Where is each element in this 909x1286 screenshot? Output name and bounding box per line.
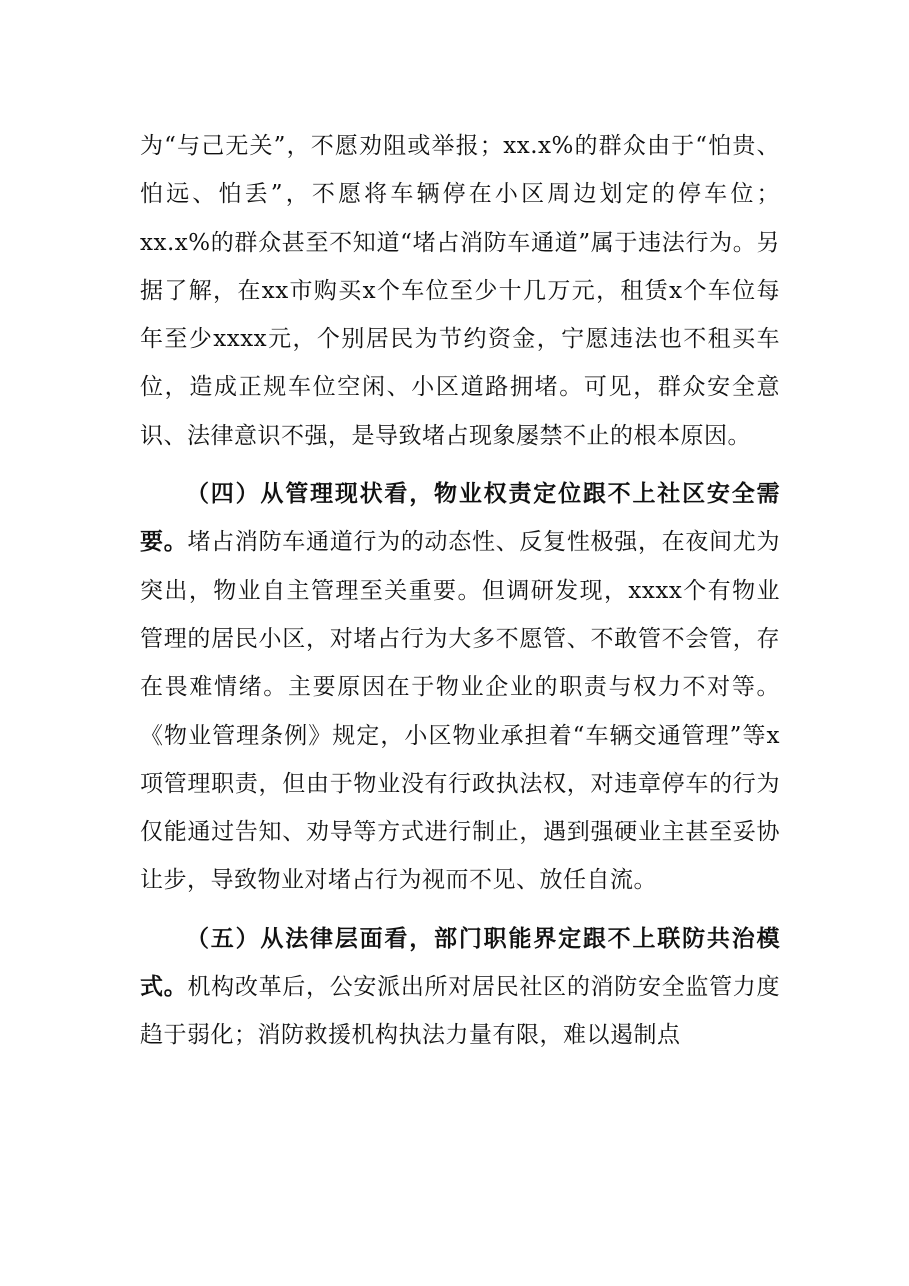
paragraph-continuation [140,122,780,460]
paragraph-body-text: 为“与己无关”，不愿劝阻或举报；xx.x%的群众由于“怕贵、怕远、怕丢”，不愿将车辆停在小区周边划定的停车位；xx.x%的群众甚至不知道“堵占消防车通道”属于违法行为。另据了解，在xx市购买x个车位至少十几万元，租赁x个车位每年至少xxxx元，个别居民为节约资金，宁愿违法也不租买车位，造成正规车位空闲、小区道路拥堵。可见，群众安全意识、法律意识不强，是导致堵占现象屡禁不止的根本原因。 [140,133,780,449]
document-body [140,122,780,1060]
section-five-body-text: 机构改革后，公安派出所对居民社区的消防安全监管力度趋于弱化；消防救援机构执法力量有限，难以遏制点 [140,974,781,1049]
section-four-body-text: 堵占消防车通道行为的动态性、反复性极强，在夜间尤为突出，物业自主管理至关重要。但调研发现，xxxx个有物业管理的居民小区，对堵占行为大多不愿管、不敢管不会管，存在畏难情绪。主要原因在于物业企业的职责与权力不对等。《物业管理条例》规定，小区物业承担着“车辆交通管理”等x项管理职责，但由于物业没有行政执法权，对违章停车的行为仅能通过告知、劝导等方式进行制止，遇到强硬业主甚至妥协让步，导致物业对堵占行为视而不见、放任自流。 [140,529,781,894]
section-four-heading: （四）从管理现状看，物业权责定位跟不上社区安全需要。 [140,481,780,556]
section-five-heading: （五）从法律层面看，部门职能界定跟不上联防共治模式。 [140,925,780,1001]
paragraph-section-four [140,470,780,905]
paragraph-section-five [140,915,780,1060]
